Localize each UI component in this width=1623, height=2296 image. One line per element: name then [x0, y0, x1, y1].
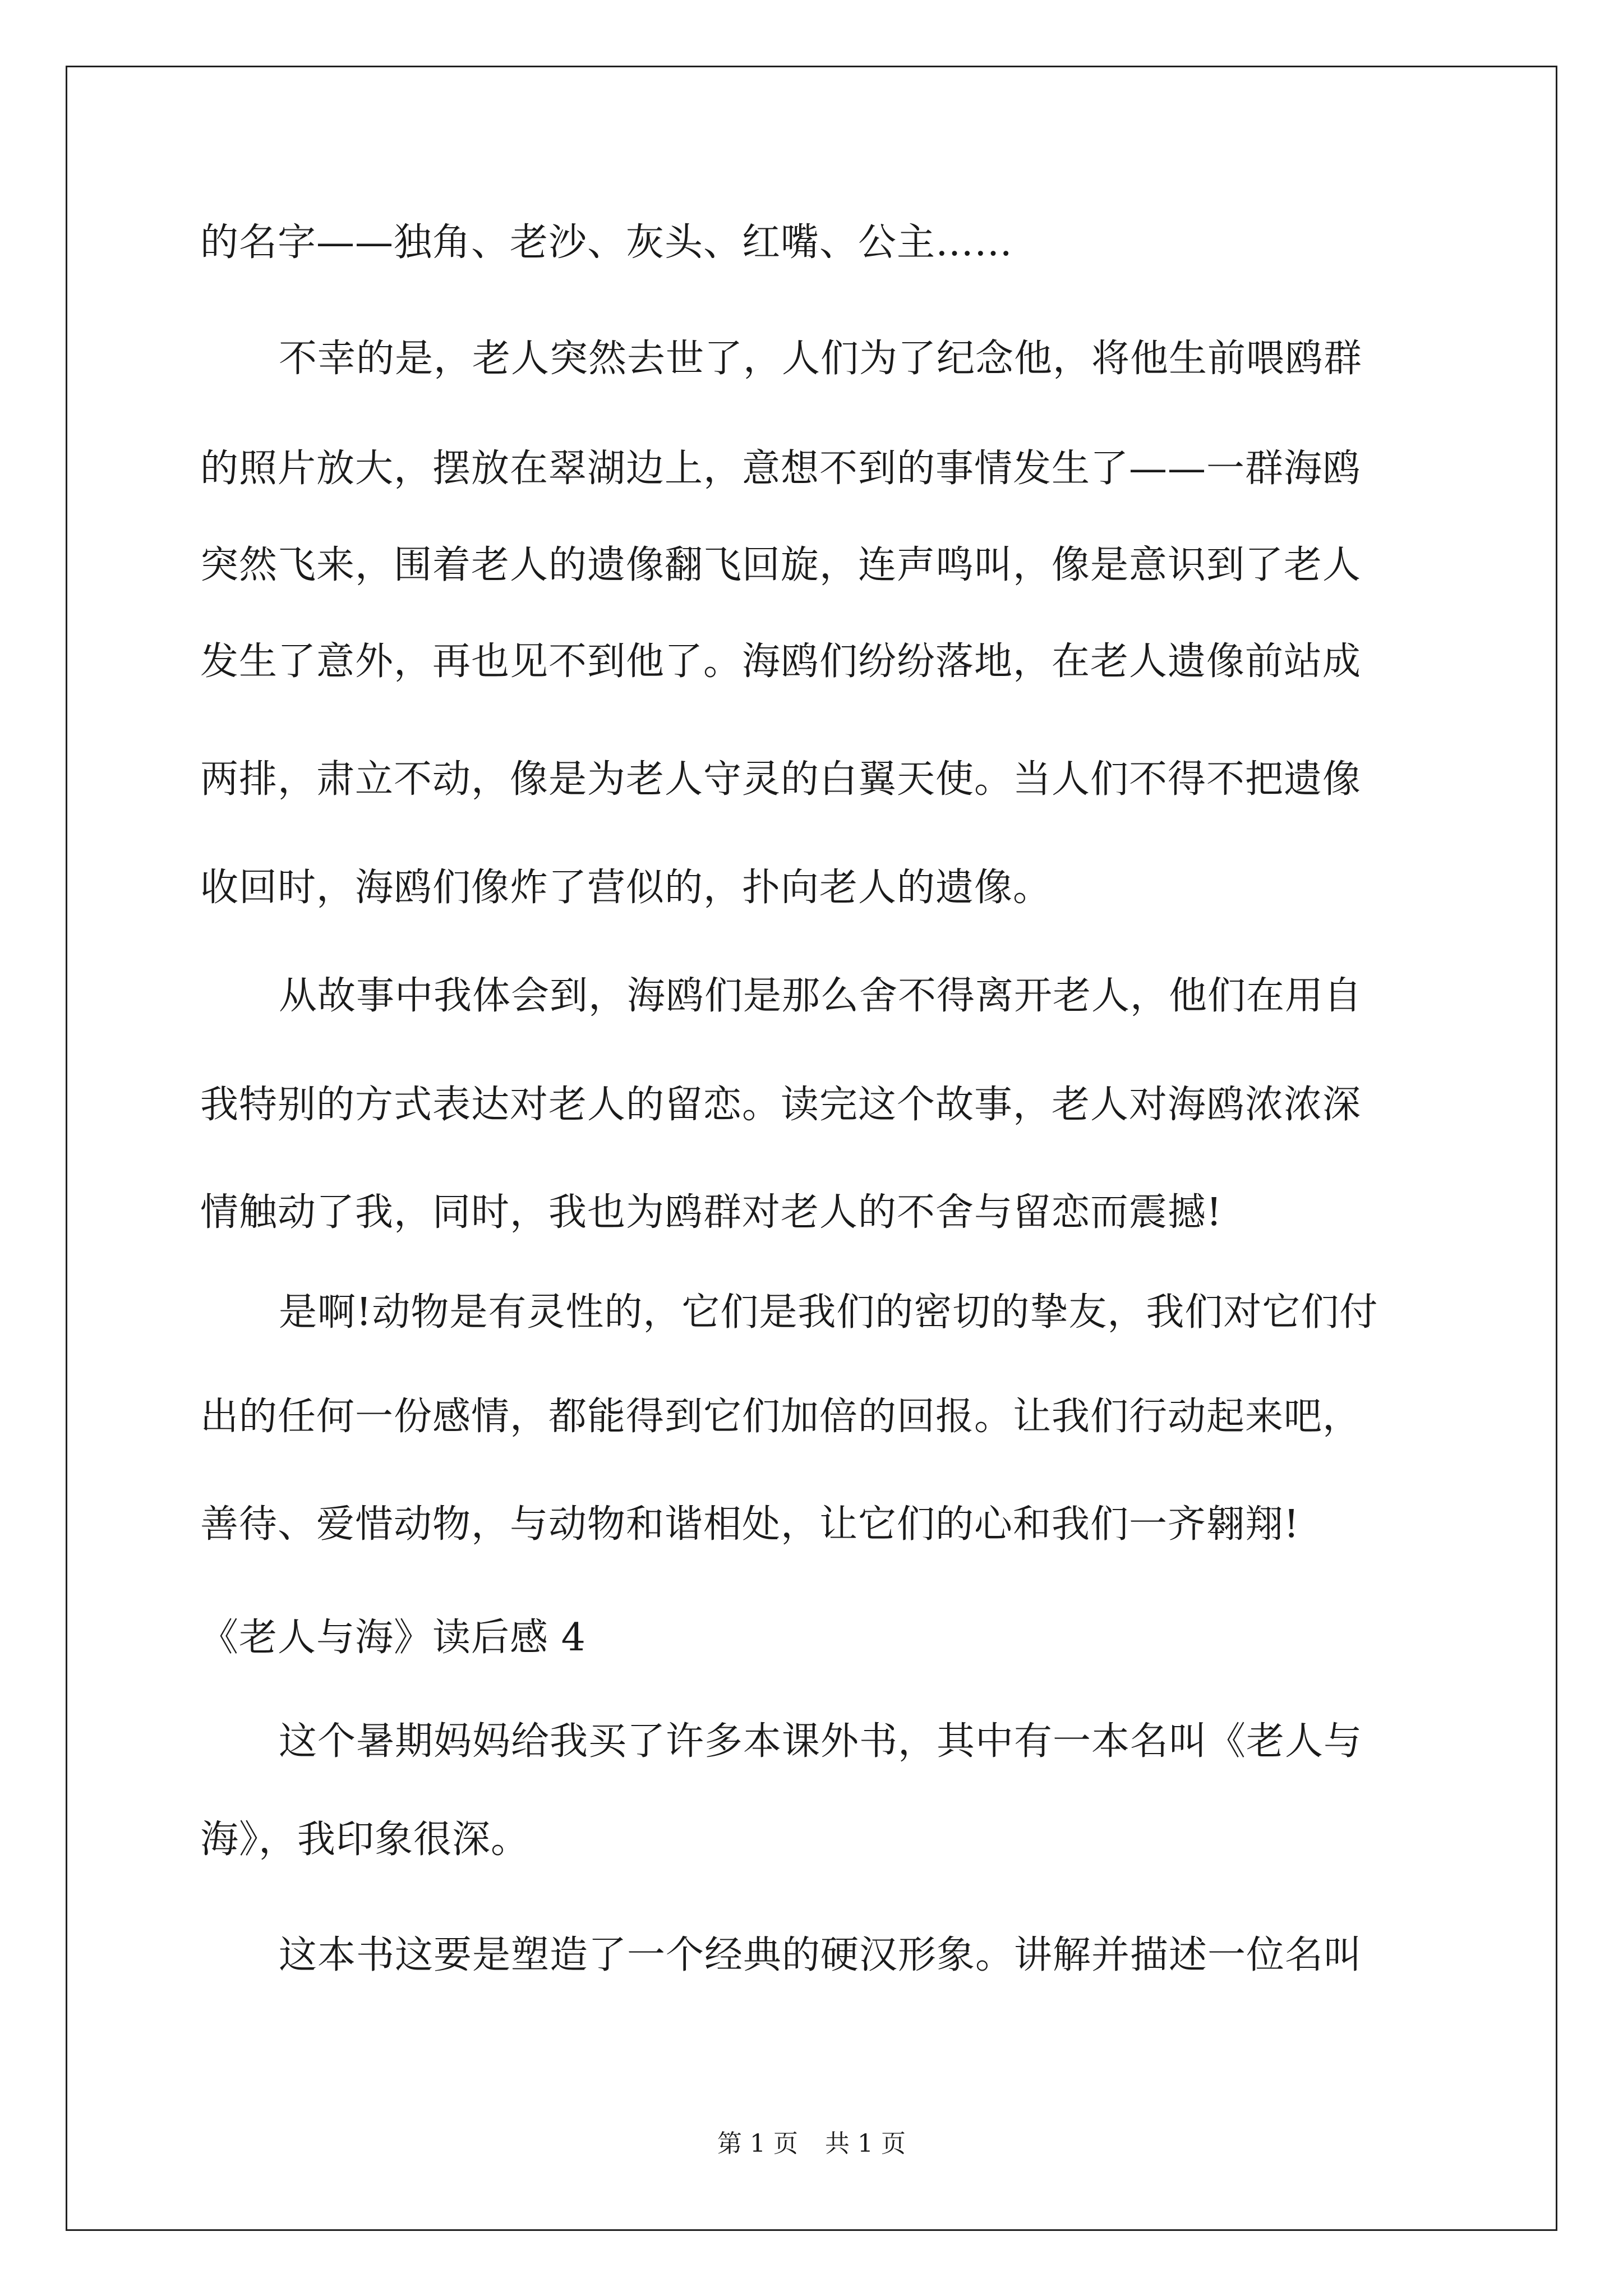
page-footer [0, 2129, 1623, 2159]
text-line: 的照片放大，摆放在翠湖边上，意想不到的事情发生了——一群海鸥 [200, 447, 1362, 491]
text-line: 收回时，海鸥们像炸了营似的，扑向老人的遗像。 [200, 866, 1052, 910]
page-number: 第 1 页 [717, 2129, 798, 2158]
text-line: 两排，肃立不动，像是为老人守灵的白翼天使。当人们不得不把遗像 [200, 757, 1362, 802]
text-line: 出的任何一份感情，都能得到它们加倍的回报。让我们行动起来吧， [200, 1395, 1362, 1439]
text-line: 发生了意外，再也见不到他了。海鸥们纷纷落地，在老人遗像前站成 [200, 639, 1362, 684]
text-line: 我特别的方式表达对老人的留恋。读完这个故事，老人对海鸥浓浓深 [200, 1083, 1362, 1127]
text-line: 突然飞来，围着老人的遗像翻飞回旋，连声鸣叫，像是意识到了老人 [200, 543, 1362, 587]
text-line: 是啊!动物是有灵性的，它们是我们的密切的挚友，我们对它们付 [279, 1290, 1378, 1335]
page-total: 共 1 页 [825, 2129, 906, 2158]
text-line: 善待、爱惜动物，与动物和谐相处，让它们的心和我们一齐翱翔! [200, 1502, 1300, 1547]
text-line: 这本书这要是塑造了一个经典的硬汉形象。讲解并描述一位名叫 [279, 1933, 1363, 1977]
page-border [66, 66, 1557, 2231]
text-line: 的名字——独角、老沙、灰头、红嘴、公主…… [200, 220, 1013, 265]
text-line: 这个暑期妈妈给我买了许多本课外书，其中有一本名叫《老人与 [279, 1719, 1363, 1764]
section-heading: 《老人与海》读后感 4 [200, 1616, 586, 1660]
text-line: 海》，我印象很深。 [200, 1818, 530, 1862]
text-line: 不幸的是，老人突然去世了，人们为了纪念他，将他生前喂鸥群 [279, 337, 1363, 381]
text-line: 从故事中我体会到，海鸥们是那么舍不得离开老人，他们在用自 [279, 974, 1363, 1018]
text-line: 情触动了我，同时，我也为鸥群对老人的不舍与留恋而震撼! [200, 1190, 1223, 1235]
